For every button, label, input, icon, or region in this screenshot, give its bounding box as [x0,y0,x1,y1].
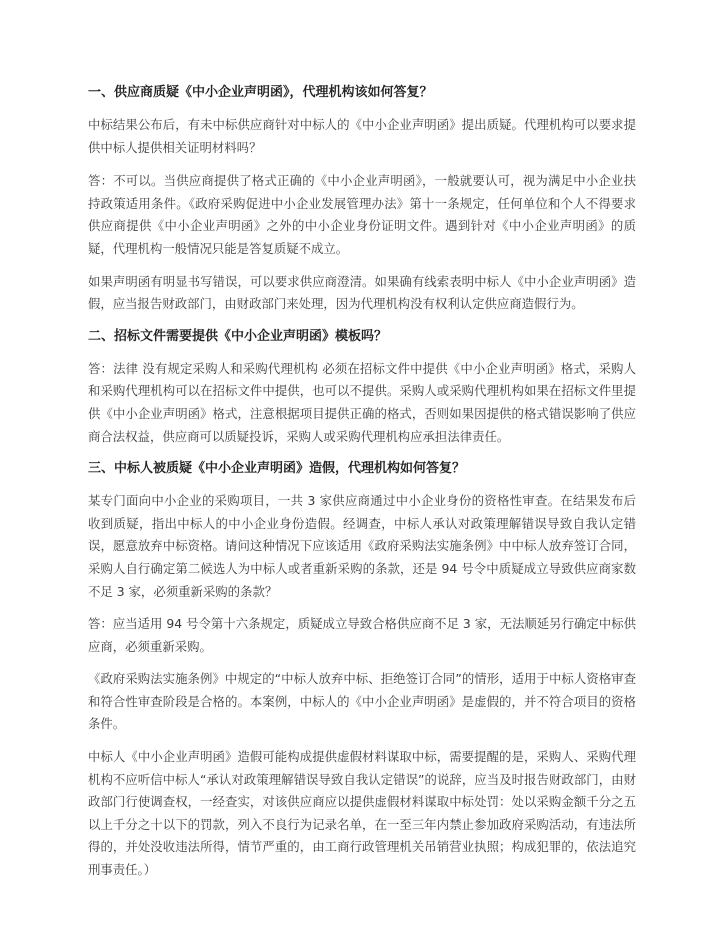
section-2-answer: 答：法律 没有规定采购人和采购代理机构 必须在招标文件中提供《中小企业声明函》格式，采购人和采购代理机构可以在招标文件中提供，也可以不提供。采购人或采购代理机构如果在招标文件里提供《中小企业声明函》格式，注意根据项目提供正确的格式，否则如果因提供的格式错误影响了供应商合法权益，供应商可以质疑投诉，采购人或采购代理机构应承担法律责任。 [88,360,636,444]
section-3-question: 某专门面向中小企业的采购项目，一共 3 家供应商通过中小企业身份的资格性审查。在结果发布后收到质疑，指出中标人的中小企业身份造假。经调查，中标人承认对政策理解错误导致自我认定错误，愿意放弃中标资格。请问这种情况下应该适用《政府采购法实施条例》中中标人放弃签订合同，采购人自行确定第二候选人为中标人或者重新采购的条款，还是 94 号令中质疑成立导致供应商家数不足 3 家，必须重新采购的条款？ [88,493,636,599]
section-1-answer: 答：不可以。当供应商提供了格式正确的《中小企业声明函》，一般就要认可，视为满足中小企业扶持政策适用条件。《政府采购促进中小企业发展管理办法》第十一条规定，任何单位和个人不得要求供应商提供《中小企业声明函》之外的中小企业身份证明文件。遇到针对《中小企业声明函》的质疑，代理机构一般情况只能是答复质疑不成立。 [88,173,636,256]
section-2-heading: 二、招标文件需要提供《中小企业声明函》模板吗？ [88,328,388,344]
section-1-heading: 一、供应商质疑《中小企业声明函》，代理机构该如何答复？ [88,85,433,100]
section-3-explanation: 《政府采购法实施条例》中规定的“中标人放弃中标、拒绝签订合同”的情形，适用于中标人资格审查和符合性审查阶段是合格的。本案例，中标人的《中小企业声明函》是虚假的，并不符合项目的资格条件。 [88,671,636,732]
section-3-answer: 答：应当适用 94 号令第十六条规定，质疑成立导致合格供应商不足 3 家，无法顺延另行确定中标供应商，必须重新采购。 [88,616,636,654]
section-3-heading: 三、中标人被质疑《中小企业声明函》造假，代理机构如何答复？ [88,461,466,477]
section-3-warning: 中标人《中小企业声明函》造假可能构成提供虚假材料谋取中标，需要提醒的是，采购人、采购代理机构不应听信中标人“承认对政策理解错误导致自我认定错误”的说辞，应当及时报告财政部门，由财政部门行使调查权，一经查实，对该供应商应以提供虚假材料谋取中标处罚：处以采购金额千分之五以上千分之十以下的罚款，列入不良行为记录名单，在一至三年内禁止参加政府采购活动，有违法所得的，并处没收违法所得，情节严重的，由工商行政管理机关吊销营业执照；构成犯罪的，依法追究刑事责任。） [88,749,636,878]
document-page [88,82,636,892]
section-1-question: 中标结果公布后，有未中标供应商针对中标人的《中小企业声明函》提出质疑。代理机构可以要求提供中标人提供相关证明材料吗？ [88,117,636,155]
section-1-note: 如果声明函有明显书写错误，可以要求供应商澄清。如果确有线索表明中标人《中小企业声明函》造假，应当报告财政部门，由财政部门来处理，因为代理机构没有权利认定供应商造假行为。 [88,273,636,312]
